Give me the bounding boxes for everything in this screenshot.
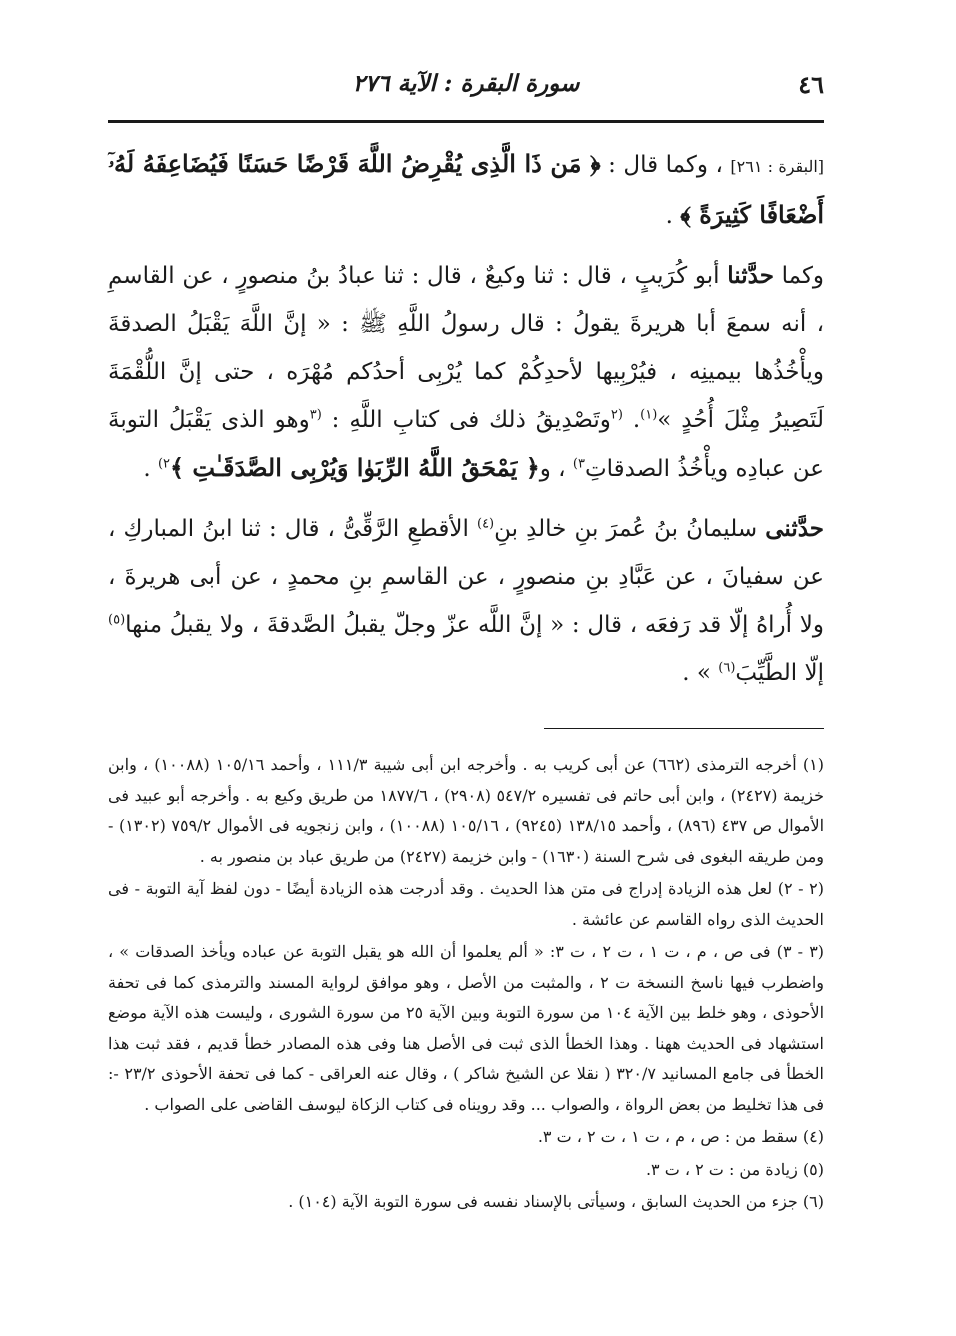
footnote-marker: ٢) — [157, 456, 171, 472]
text-segment: الأقطعِ الرَّقِّىُّ ، قال : ثنا ابنُ المباركِ ، عن سفيانَ ، عن عَبَّادِ بنِ منصورٍ ، عن القاسمِ بنِ محمدٍ ، عن أبى هريرةَ ، ولا أُراهُ إلّا قد رَفعَه ، قال : « إنَّ اللَّه عزّ وجلّ يقبلُ الصَّدقةَ ، ولا يقبلُ منها — [108, 516, 824, 638]
text-segment: ، و — [539, 456, 566, 482]
page-number: ٤٦ — [798, 70, 824, 99]
running-title: سورة البقرة : الآية ٢٧٦ — [352, 70, 580, 97]
footnote-6: (٦) جزء من الحديث السابق ، وسيأتى بالإسناد نفسه فى سورة التوبة الآية (١٠٤) . — [288, 1192, 824, 1211]
paragraph-1 — [108, 140, 824, 240]
paragraph-2 — [108, 252, 824, 493]
quran-verse: ﴿ مَن ذَا الَّذِى يُقْرِضُ اللَّهَ قَرْضًا حَسَنًا فَيُضَاعِفَهُ لَهُۥٓ أَضْعَافًا كَثِيرَةً ﴾ — [108, 149, 824, 229]
text-segment: سليمانُ بنُ عُمرَ بنِ خالدِ بنِ — [494, 516, 758, 542]
text-segment: وكما — [781, 263, 825, 289]
text-segment: أبو كُرَيبٍ ، قال : ثنا وكيعٌ ، قال : ثنا عبادُ بنُ منصورٍ ، عن القاسمِ ، أنه سمعَ أبا هريرةَ يقولُ : قال رسولُ اللَّهِ ﷺ : « إنَّ اللَّهَ يَقْبَلُ الصدقةَ ويأْخُذُها بيمينِه ، فيُرْبِيها لأحدِكُمْ كما يُرْبِى أحدُكم مُهْرَه ، حتى إنَّ اللُّقْمَةَ لَتَصِيرُ مِثْلَ أُحُدٍ » — [108, 263, 824, 433]
header-rule — [108, 120, 824, 123]
footnote-marker: (١) — [640, 407, 658, 423]
text-segment: . — [622, 407, 641, 433]
footnote-separator — [544, 728, 824, 729]
footnote-marker: (٥) — [108, 612, 126, 628]
text-segment: وهو الذى يَقْبَلُ التوبةَ عن عبادِه ويأْخُذُ الصدقاتِ — [108, 407, 824, 482]
narration-keyword: حدَّثنا — [727, 262, 774, 289]
text-segment: . — [665, 203, 673, 229]
footnote-marker: ٣) — [572, 456, 585, 472]
footnote-marker: (٢ — [610, 407, 623, 423]
text-segment: . — [143, 456, 151, 482]
text-segment: ، وكما قال : — [608, 152, 723, 178]
narration-keyword: حدَّثنى — [765, 515, 825, 542]
main-text — [108, 140, 824, 697]
verse-reference: [البقرة : ٢٦١] — [730, 157, 825, 176]
text-segment: وتَصْدِيقُ ذلك فى كتابِ اللَّهِ : — [321, 407, 611, 433]
quran-verse: ﴿ يَمْحَقُ اللَّهُ الرِّبَوٰا وَيُرْبِى الصَّدَقَـٰتِ ﴾ — [170, 453, 540, 482]
paragraph-3 — [108, 505, 824, 697]
footnote-4: (٤) سقط من : ص ، م ، ت ١ ، ت ٢ ، ت ٣. — [537, 1127, 824, 1146]
text-segment: إلّا الطَّيِّبَ — [735, 660, 824, 686]
footnote-marker: (٣ — [309, 407, 322, 423]
footnote-1: (١) أخرجه الترمذى (٦٦٢) عن أبى كريب به . وأخرجه ابن أبى شيبة ١١١/٣ ، وأحمد ١٠٥/١٦ (١٠٠٨٨) ، وابن خزيمة (٢٤٢٧) ، وابن أبى حاتم فى تفسيره ٥٤٧/٢ (٢٩٠٨) ، ١٨٧٧/٦ من طريق وكيع به . وأخرجه أبو عبيد فى الأموال ص ٤٣٧ (٨٩٦) ، وأحمد ١٣٨/١٥ (٩٢٤٥) ، ١٠٥/١٦ (١٠٠٨٨) ، وابن زنجويه فى الأموال ٧٥٩/٢ (١٣٠٢) - ومن طريقه البغوى فى شرح السنة (١٦٣٠) - وابن خزيمة (٢٤٢٧) من طريق عباد بن منصور به . — [108, 755, 825, 866]
footnote-5: (٥) زيادة من : ت ٢ ، ت ٣. — [645, 1159, 824, 1179]
text-segment: » . — [682, 660, 711, 686]
footnote-3: (٣ - ٣) فى ص ، م ، ت ١ ، ت ٢ ، ت ٣: « ألم يعلموا أن الله هو يقبل التوبة عن عباده ويأخذ الصدقات » ، واضطرب فيها ناسخ النسخة ت ٢ ، والمثبت من الأصل ، وهو موافق لرواية المسند والترمذى كما فى تحفة الأحوذى ، وهو خلط بين الآية ١٠٤ من سورة التوبة وبين الآية ٢٥ من سورة الشورى ، وليست هذه الآية موضع استشهاد فى الحديث ههنا . وهذا الخطأ الذى ثبت فى الأصل هنا وفى هذه المصادر خطأ قديم ، فقد ثبت هذا الخطأ فى جامع المسانيد ٣٢٠/٧ ( نقلا عن الشيخ شاكر ) ، وقال عنه العراقى - كما فى تحفة الأحوذى ٢٣/٢ -: فى هذا تخليط من بعض الرواة ، والصواب ... وقد رويناه فى كتاب الزكاة ليوسف القاضى على الصواب . — [108, 942, 825, 1114]
footnote-marker: (٤) — [476, 516, 495, 532]
footnote-2: (٢ - ٢) لعل هذه الزيادة إدراج فى متن هذا الحديث . وقد أدرجت هذه الزيادة أيضًا - دون لفظ آية التوبة - فى الحديث الذى رواه القاسم عن عائشة . — [108, 879, 825, 929]
footnote-marker: (٦) — [718, 660, 736, 676]
page-header — [108, 66, 824, 106]
footnotes — [108, 750, 824, 1220]
